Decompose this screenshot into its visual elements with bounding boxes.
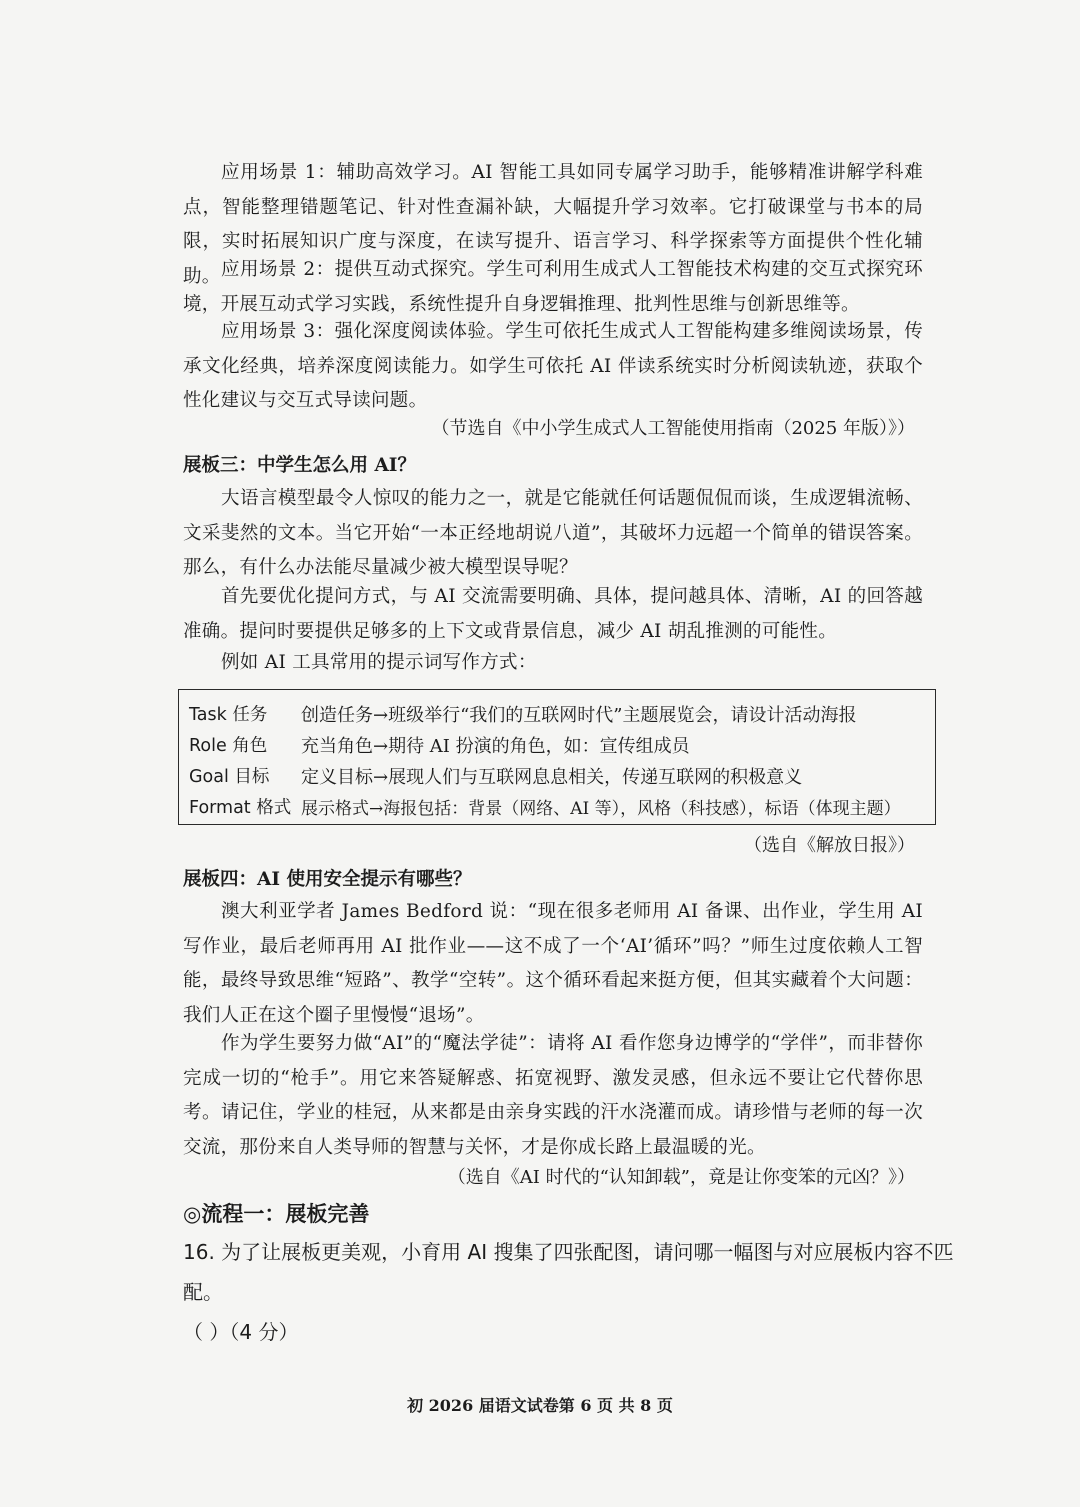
board-4-paragraph-2: 作为学生要努力做“AI”的“魔法学徒”：请将 AI 看作您身边博学的“学伴”，而非替你完成一切的“枪手”。用它来答疑解惑、拓宽视野、激发灵感，但永远不要让它代替你思考。请记住，学业的桂冠，从来都是由亲身实践的汗水浇灌而成。请珍惜与老师的每一次交流，那份来自人类导师的智慧与关怀，才是你成长路上最温暖的光。 <box>183 1033 923 1158</box>
board-3-paragraph-3: 例如 AI 工具常用的提示词写作方式： <box>221 652 537 673</box>
source-note-3: （选自《AI 时代的“认知卸载”，竟是让你变笨的元凶？》） <box>447 1167 915 1188</box>
prompt-row-format <box>189 791 925 822</box>
scenario-2-paragraph: 应用场景 2：提供互动式探究。学生可利用生成式人工智能技术构建的交互式探究环境，开展互动式学习实践，系统性提升自身逻辑推理、批判性思维与创新思维等。 <box>183 259 923 315</box>
question-16-answer-blank[interactable]: （ ）（4 分） <box>183 1320 299 1344</box>
prompt-key: Format 格式 <box>189 798 292 818</box>
question-16-text: 16. 为了让展板更美观，小育用 AI 搜集了四张配图，请问哪一幅图与对应展板内容不匹配。 <box>183 1240 954 1304</box>
board-3-paragraph-2: 首先要优化提问方式，与 AI 交流需要明确、具体，提问越具体、清晰，AI 的回答越准确。提问时要提供足够多的上下文或背景信息，减少 AI 胡乱推测的可能性。 <box>183 586 923 642</box>
prompt-key: Role 角色 <box>189 736 268 756</box>
source-note-2: （选自《解放日报》） <box>744 835 915 856</box>
prompt-value: 展示格式→海报包括：背景（网络、AI 等），风格（科技感），标语（体现主题） <box>301 799 901 819</box>
source-note-1: （节选自《中小学生成式人工智能使用指南（2025 年版）》） <box>431 418 915 439</box>
prompt-value: 充当角色→期待 AI 扮演的角色，如：宣传组成员 <box>301 735 690 757</box>
prompt-value: 定义目标→展现人们与互联网息息相关，传递互联网的积极意义 <box>301 766 803 788</box>
page-footer: 初 2026 届语文试卷第 6 页 共 8 页 <box>407 1396 673 1415</box>
board-3-heading: 展板三：中学生怎么用 AI？ <box>183 455 416 476</box>
prompt-value: 创造任务→班级举行“我们的互联网时代”主题展览会，请设计活动海报 <box>301 704 857 726</box>
prompt-key: Task 任务 <box>189 705 268 725</box>
prompt-format-box <box>178 689 936 825</box>
flow-1-heading: ◎流程一：展板完善 <box>183 1202 370 1226</box>
board-3-paragraph-1: 大语言模型最令人惊叹的能力之一，就是它能就任何话题侃侃而谈，生成逻辑流畅、文采斐然的文本。当它开始“一本正经地胡说八道”，其破坏力远超一个简单的错误答案。那么，有什么办法能尽量减少被大模型误导呢？ <box>183 488 923 578</box>
question-16 <box>183 1232 963 1352</box>
scenario-1-paragraph: 应用场景 1：辅助高效学习。AI 智能工具如同专属学习助手，能够精准讲解学科难点，智能整理错题笔记、针对性查漏补缺，大幅提升学习效率。它打破课堂与书本的局限，实时拓展知识广度与深度，在读写提升、语言学习、科学探索等方面提供个性化辅助。 <box>183 162 923 287</box>
scenario-3-paragraph: 应用场景 3：强化深度阅读体验。学生可依托生成式人工智能构建多维阅读场景，传承文化经典，培养深度阅读能力。如学生可依托 AI 伴读系统实时分析阅读轨迹，获取个性化建议与交互式导读问题。 <box>183 321 923 411</box>
board-4-paragraph-1: 澳大利亚学者 James Bedford 说：“现在很多老师用 AI 备课、出作业，学生用 AI 写作业，最后老师再用 AI 批作业——这不成了一个‘AI’循环”吗？”师生过度依赖人工智能，最终导致思维“短路”、教学“空转”。这个循环看起来挺方便，但其实藏着个大问题：我们人正在这个圈子里慢慢“退场”。 <box>183 901 923 1026</box>
prompt-row-goal <box>189 760 925 791</box>
prompt-row-task <box>189 698 925 729</box>
prompt-row-role <box>189 729 925 760</box>
prompt-key: Goal 目标 <box>189 767 270 787</box>
board-4-heading: 展板四：AI 使用安全提示有哪些？ <box>183 869 472 890</box>
